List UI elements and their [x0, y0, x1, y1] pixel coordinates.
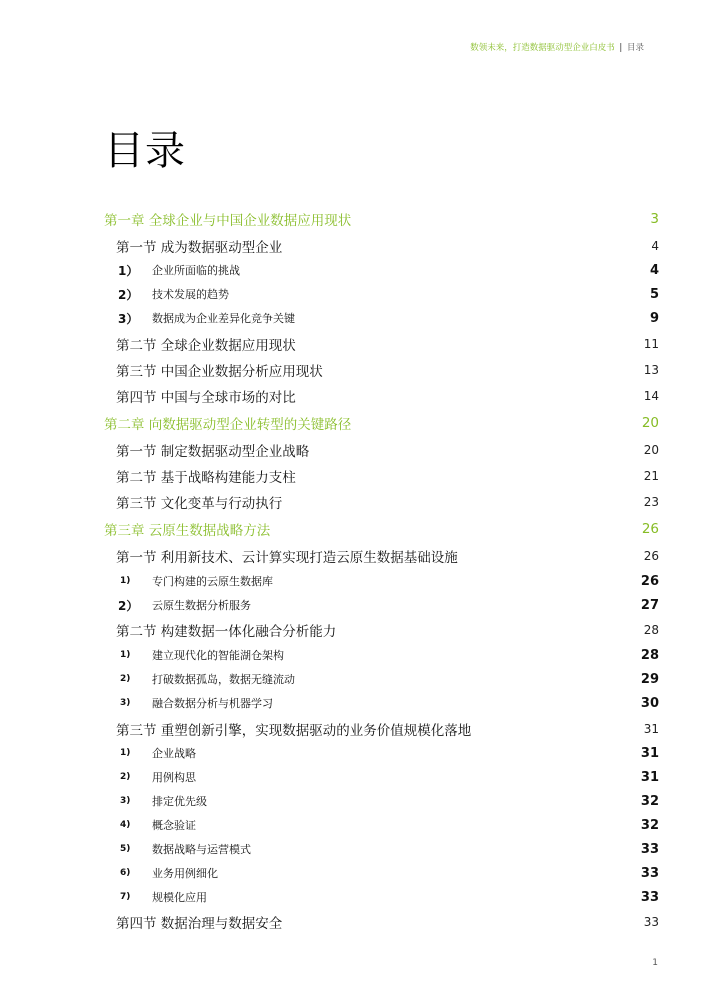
- toc-item[interactable]: [0, 691, 710, 715]
- toc-item[interactable]: [0, 741, 710, 765]
- toc-item-number: 1）: [118, 263, 139, 278]
- toc-item-label: 技术发展的趋势: [152, 288, 229, 301]
- running-header: [470, 41, 644, 53]
- toc-item[interactable]: [0, 643, 710, 667]
- toc-section[interactable]: [0, 464, 710, 488]
- toc-section-label: 第四节 数据治理与数据安全: [116, 916, 283, 932]
- toc-page-number: 26: [643, 549, 659, 563]
- toc-page-number: 11: [643, 337, 659, 351]
- toc-section-label: 第二节 基于战略构建能力支柱: [116, 470, 296, 486]
- toc-page-number: 30: [640, 695, 659, 711]
- toc-item-number: 3): [120, 698, 131, 708]
- toc-item-label: 专门构建的云原生数据库: [152, 575, 273, 588]
- toc-item[interactable]: [0, 885, 710, 909]
- header-title: 数领未来，打造数据驱动型企业白皮书: [470, 43, 615, 53]
- toc-page-number: 33: [643, 915, 659, 929]
- toc-item-number: 2）: [118, 598, 139, 613]
- toc-page-number: 27: [640, 597, 659, 613]
- toc-item[interactable]: [0, 765, 710, 789]
- toc-section-label: 第三节 文化变革与行动执行: [116, 496, 283, 512]
- toc-chapter-label: 第二章 向数据驱动型企业转型的关键路径: [104, 417, 352, 433]
- toc-section-label: 第一节 成为数据驱动型企业: [116, 240, 283, 256]
- toc-section[interactable]: [0, 544, 710, 568]
- toc-item[interactable]: [0, 306, 710, 330]
- toc-page-number: 31: [640, 769, 659, 785]
- toc-item-label: 企业所面临的挑战: [152, 264, 240, 277]
- toc-item-label: 云原生数据分析服务: [152, 599, 251, 612]
- toc-page-number: 32: [640, 793, 659, 809]
- toc-page-number: 31: [640, 745, 659, 761]
- toc-item[interactable]: [0, 789, 710, 813]
- toc-item-number: 7): [120, 892, 131, 902]
- toc-chapter[interactable]: [0, 207, 710, 231]
- toc-section[interactable]: [0, 332, 710, 356]
- toc-item-number: 3）: [118, 311, 139, 326]
- toc-page-number: 33: [640, 865, 659, 881]
- toc-section-label: 第二节 构建数据一体化融合分析能力: [116, 624, 337, 640]
- toc-chapter[interactable]: [0, 517, 710, 541]
- toc-chapter-label: 第三章 云原生数据战略方法: [104, 523, 271, 539]
- toc-page-number: 21: [643, 469, 659, 483]
- toc-section-label: 第三节 重塑创新引擎，实现数据驱动的业务价值规模化落地: [116, 723, 472, 739]
- toc-item-number: 2): [120, 772, 131, 782]
- toc-chapter-label: 第一章 全球企业与中国企业数据应用现状: [104, 213, 352, 229]
- toc-section[interactable]: [0, 618, 710, 642]
- toc-item-label: 建立现代化的智能湖仓架构: [152, 649, 284, 662]
- toc-section[interactable]: [0, 438, 710, 462]
- toc-section[interactable]: [0, 717, 710, 741]
- toc-item-label: 融合数据分析与机器学习: [152, 697, 273, 710]
- toc-page-number: 33: [640, 889, 659, 905]
- toc-section-label: 第四节 中国与全球市场的对比: [116, 390, 296, 406]
- toc-section[interactable]: [0, 384, 710, 408]
- toc-section-label: 第一节 利用新技术、云计算实现打造云原生数据基础设施: [116, 550, 458, 566]
- toc-item[interactable]: [0, 861, 710, 885]
- toc-page-number: 13: [643, 363, 659, 377]
- toc-section-label: 第二节 全球企业数据应用现状: [116, 338, 296, 354]
- toc-section[interactable]: [0, 490, 710, 514]
- toc-page-number: 26: [640, 573, 659, 589]
- toc-page-number: 29: [640, 671, 659, 687]
- toc-page-number: 31: [643, 722, 659, 736]
- toc-item-number: 1): [120, 748, 131, 758]
- toc-item-number: 1): [120, 650, 131, 660]
- toc-item[interactable]: [0, 593, 710, 617]
- toc-page-number: 5: [649, 286, 659, 302]
- toc-item-label: 业务用例细化: [152, 867, 218, 880]
- toc-page-number: 14: [643, 389, 659, 403]
- toc-page-number: 9: [649, 310, 659, 326]
- toc-page-number: 3: [650, 211, 659, 227]
- toc-page-number: 23: [643, 495, 659, 509]
- toc-item[interactable]: [0, 813, 710, 837]
- page-title: 目录: [104, 128, 186, 174]
- toc-item-label: 规模化应用: [152, 891, 207, 904]
- toc-item-number: 4): [120, 820, 131, 830]
- toc-page-number: 20: [643, 443, 659, 457]
- toc-item-label: 概念验证: [152, 819, 196, 832]
- toc-item[interactable]: [0, 258, 710, 282]
- header-section: 目录: [626, 43, 644, 53]
- toc-page-number: 4: [649, 262, 659, 278]
- toc-item-label: 打破数据孤岛，数据无缝流动: [152, 673, 295, 686]
- toc-page-number: 20: [641, 415, 659, 431]
- toc-item-number: 6): [120, 868, 131, 878]
- toc-item-number: 1): [120, 576, 131, 586]
- toc-item[interactable]: [0, 569, 710, 593]
- toc-item-number: 3): [120, 796, 131, 806]
- toc-item[interactable]: [0, 837, 710, 861]
- toc-section-label: 第一节 制定数据驱动型企业战略: [116, 444, 310, 460]
- toc-item[interactable]: [0, 667, 710, 691]
- toc-chapter[interactable]: [0, 411, 710, 435]
- toc-item-number: 2): [120, 674, 131, 684]
- toc-page-number: 4: [651, 239, 659, 253]
- toc-page-number: 32: [640, 817, 659, 833]
- toc-page-number: 28: [640, 647, 659, 663]
- header-separator: |: [619, 43, 623, 53]
- toc-section[interactable]: [0, 234, 710, 258]
- toc-item-number: 2）: [118, 287, 139, 302]
- page-number: 1: [652, 958, 658, 968]
- toc-item-label: 数据成为企业差异化竞争关键: [152, 312, 295, 325]
- toc-page-number: 33: [640, 841, 659, 857]
- toc-section[interactable]: [0, 910, 710, 934]
- toc-item-label: 排定优先级: [152, 795, 207, 808]
- toc-section[interactable]: [0, 358, 710, 382]
- toc-section-label: 第三节 中国企业数据分析应用现状: [116, 364, 323, 380]
- toc-page-number: 28: [643, 623, 659, 637]
- toc-item-number: 5): [120, 844, 131, 854]
- toc-item[interactable]: [0, 282, 710, 306]
- toc-item-label: 数据战略与运营模式: [152, 843, 251, 856]
- toc-item-label: 企业战略: [152, 747, 196, 760]
- toc-page-number: 26: [641, 521, 659, 537]
- toc-item-label: 用例构思: [152, 771, 196, 784]
